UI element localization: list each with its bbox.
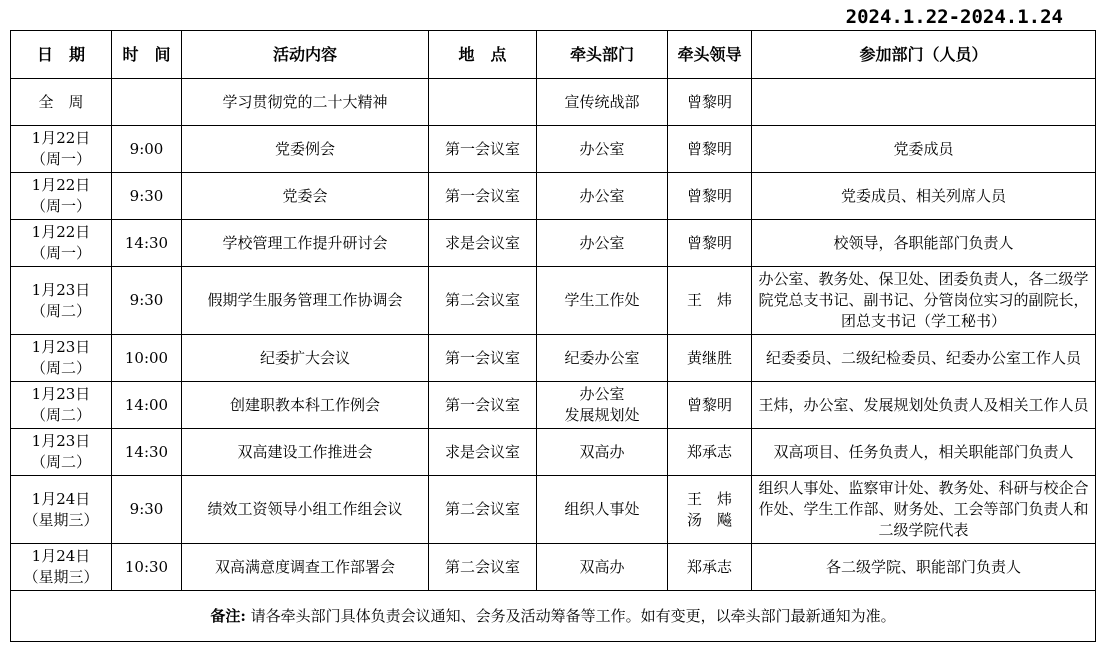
time-cell [112,267,182,335]
content-cell [182,335,429,382]
participants-cell-text: 党委成员、相关列席人员 [840,186,1006,205]
leader-cell [668,220,752,267]
leader-cell-text-2: 汤 飚 [686,510,732,529]
schedule-table [10,30,1096,642]
time-cell [112,429,182,476]
table-row [11,429,1096,476]
participants-cell-text: 党委成员 [893,139,954,158]
table-row [11,267,1096,335]
participants-cell-text: 各二级学院、职能部门负责人 [825,557,1021,576]
date-cell-text: 1月22日 [31,223,91,241]
dept-cell [537,79,668,126]
participants-cell-text: 双高项目、任务负责人，相关职能部门负责人 [773,442,1074,461]
dept-cell [537,173,668,220]
participants-cell [752,173,1096,220]
dept-cell-text-2: 发展规划处 [564,406,640,424]
location-cell [429,220,537,267]
time-cell-text: 9:30 [129,186,164,205]
header-leader: 牵头领导 [668,31,752,79]
time-cell-text: 14:30 [124,442,169,461]
date-cell-text-2: （周二） [30,359,91,377]
content-cell-text: 学校管理工作提升研讨会 [222,233,388,252]
dept-cell [537,267,668,335]
participants-cell [752,382,1096,429]
date-cell-text: 1月23日 [31,280,91,299]
dept-cell-text: 办公室 [579,186,625,205]
location-cell-text: 第一会议室 [444,348,520,367]
location-cell [429,79,537,126]
date-cell-text-2: （周一） [30,150,91,168]
location-cell-text: 求是会议室 [444,233,520,252]
leader-cell [668,335,752,382]
time-cell [112,220,182,267]
time-cell-text: 10:00 [124,348,169,367]
dept-cell-text: 办公室 [579,139,625,158]
participants-cell-text: 校领导，各职能部门负责人 [833,233,1014,252]
time-cell-text: 10:30 [124,557,169,576]
note-row [11,591,1096,642]
header-time: 时 间 [112,31,182,79]
location-cell-text: 第一会议室 [444,395,520,414]
header-dept: 牵头部门 [537,31,668,79]
table-row [11,544,1096,591]
location-cell-text: 第二会议室 [444,500,520,518]
dept-cell-text: 办公室 [579,385,625,403]
participants-cell [752,79,1096,126]
participants-cell [752,544,1096,591]
leader-cell-text: 曾黎明 [686,395,732,414]
time-cell-text: 9:30 [129,291,164,309]
table-row [11,335,1096,382]
content-cell [182,544,429,591]
content-cell-text: 党委会 [282,186,328,205]
participants-cell [752,126,1096,173]
date-cell-text: 全 周 [38,92,84,111]
leader-cell [668,126,752,173]
leader-cell-text: 郑承志 [686,442,732,461]
date-cell [11,335,112,382]
content-cell-text: 双高建设工作推进会 [237,442,373,461]
leader-cell [668,79,752,126]
participants-cell [752,429,1096,476]
time-cell-text: 9:30 [129,500,164,518]
header-row [11,31,1096,79]
content-cell-text: 党委例会 [274,139,335,158]
leader-cell-text: 王 炜 [686,489,732,508]
time-cell [112,79,182,126]
date-cell [11,79,112,126]
date-cell-text-2: （周二） [30,453,91,471]
location-cell [429,544,537,591]
date-cell-text-2: （周一） [30,244,91,262]
content-cell-text: 创建职教本科工作例会 [229,395,380,414]
time-cell [112,335,182,382]
content-cell-text: 假期学生服务管理工作协调会 [207,291,403,309]
dept-cell-text: 宣传统战部 [564,92,640,111]
header-participants: 参加部门（人员） [752,31,1096,79]
time-cell-text: 14:00 [124,395,169,414]
content-cell [182,220,429,267]
location-cell-text: 第一会议室 [444,186,520,205]
content-cell-text: 纪委扩大会议 [259,348,350,367]
time-cell [112,173,182,220]
location-cell [429,335,537,382]
dept-cell [537,429,668,476]
date-cell [11,126,112,173]
header-location: 地 点 [429,31,537,79]
date-cell [11,476,112,544]
dept-cell [537,335,668,382]
dept-cell-text: 组织人事处 [564,500,640,518]
location-cell-text: 第二会议室 [444,291,520,309]
leader-cell [668,173,752,220]
header-date: 日 期 [11,31,112,79]
content-cell [182,79,429,126]
date-cell-text: 1月23日 [31,385,91,403]
location-cell-text: 第一会议室 [444,139,520,158]
note-label: 备注: [210,606,246,625]
note-cell [11,591,1096,642]
date-cell-text: 1月24日 [31,547,91,565]
date-cell [11,173,112,220]
leader-cell-text: 黄继胜 [686,348,732,367]
time-cell-text: 9:00 [129,139,164,158]
time-cell-text: 14:30 [124,233,169,252]
location-cell [429,173,537,220]
date-cell [11,429,112,476]
dept-cell [537,220,668,267]
content-cell [182,476,429,544]
participants-cell-text: 办公室、教务处、保卫处、团委负责人，各二级学院党总支书记、副书记、分管岗位实习的副院长，团总支书记（学工秘书） [758,270,1089,330]
leader-cell-text: 郑承志 [686,557,732,576]
table-row [11,476,1096,544]
participants-cell [752,220,1096,267]
date-cell [11,544,112,591]
location-cell [429,126,537,173]
content-cell [182,267,429,335]
dept-cell [537,544,668,591]
content-cell [182,173,429,220]
table-row [11,220,1096,267]
date-cell-text: 1月24日 [31,489,91,508]
participants-cell [752,335,1096,382]
dept-cell [537,126,668,173]
content-cell-text: 学习贯彻党的二十大精神 [222,92,388,111]
participants-cell [752,476,1096,544]
date-cell-text-2: （周一） [30,197,91,215]
leader-cell-text: 曾黎明 [686,139,732,158]
participants-cell-text: 组织人事处、监察审计处、教务处、科研与校企合作处、学生工作部、财务处、工会等部门负责人和二级学院代表 [758,479,1089,539]
content-cell-text: 双高满意度调查工作部署会 [214,557,395,576]
date-cell-text-2: （星期三） [23,510,99,529]
leader-cell-text: 王 炜 [686,291,732,309]
header-content: 活动内容 [182,31,429,79]
leader-cell-text: 曾黎明 [686,92,732,111]
dept-cell-text: 学生工作处 [564,291,640,309]
leader-cell [668,476,752,544]
note-text: 请各牵头部门具体负责会议通知、会务及活动筹备等工作。如有变更，以牵头部门最新通知为准。 [250,606,896,625]
participants-cell [752,267,1096,335]
time-cell [112,544,182,591]
time-cell [112,126,182,173]
leader-cell [668,544,752,591]
date-cell-text: 1月23日 [31,432,91,450]
time-cell [112,476,182,544]
leader-cell-text: 曾黎明 [686,186,732,205]
content-cell-text: 绩效工资领导小组工作组会议 [207,500,403,518]
date-cell-text: 1月22日 [31,176,91,194]
date-cell-text: 1月23日 [31,338,91,356]
location-cell [429,382,537,429]
table-row [11,126,1096,173]
location-cell [429,476,537,544]
participants-cell-text: 纪委委员、二级纪检委员、纪委办公室工作人员 [765,348,1081,367]
leader-cell [668,267,752,335]
leader-cell [668,429,752,476]
content-cell [182,126,429,173]
date-cell [11,382,112,429]
dept-cell-text: 双高办 [579,557,625,576]
dept-cell [537,382,668,429]
table-row [11,79,1096,126]
location-cell-text: 求是会议室 [444,442,520,461]
date-cell-text-2: （周二） [30,406,91,424]
dept-cell-text: 纪委办公室 [564,348,640,367]
table-row [11,382,1096,429]
date-range: 2024.1.22-2024.1.24 [845,6,1063,28]
content-cell [182,429,429,476]
dept-cell [537,476,668,544]
leader-cell-text: 曾黎明 [686,233,732,252]
location-cell-text: 第二会议室 [444,557,520,576]
date-cell-text: 1月22日 [31,129,91,147]
date-cell-text-2: （星期三） [23,568,99,586]
time-cell [112,382,182,429]
date-cell [11,267,112,335]
participants-cell-text: 王炜，办公室、发展规划处负责人及相关工作人员 [758,395,1089,414]
date-cell [11,220,112,267]
dept-cell-text: 办公室 [579,233,625,252]
content-cell [182,382,429,429]
dept-cell-text: 双高办 [579,442,625,461]
date-cell-text-2: （周二） [30,301,91,320]
location-cell [429,267,537,335]
table-row [11,173,1096,220]
location-cell [429,429,537,476]
leader-cell [668,382,752,429]
